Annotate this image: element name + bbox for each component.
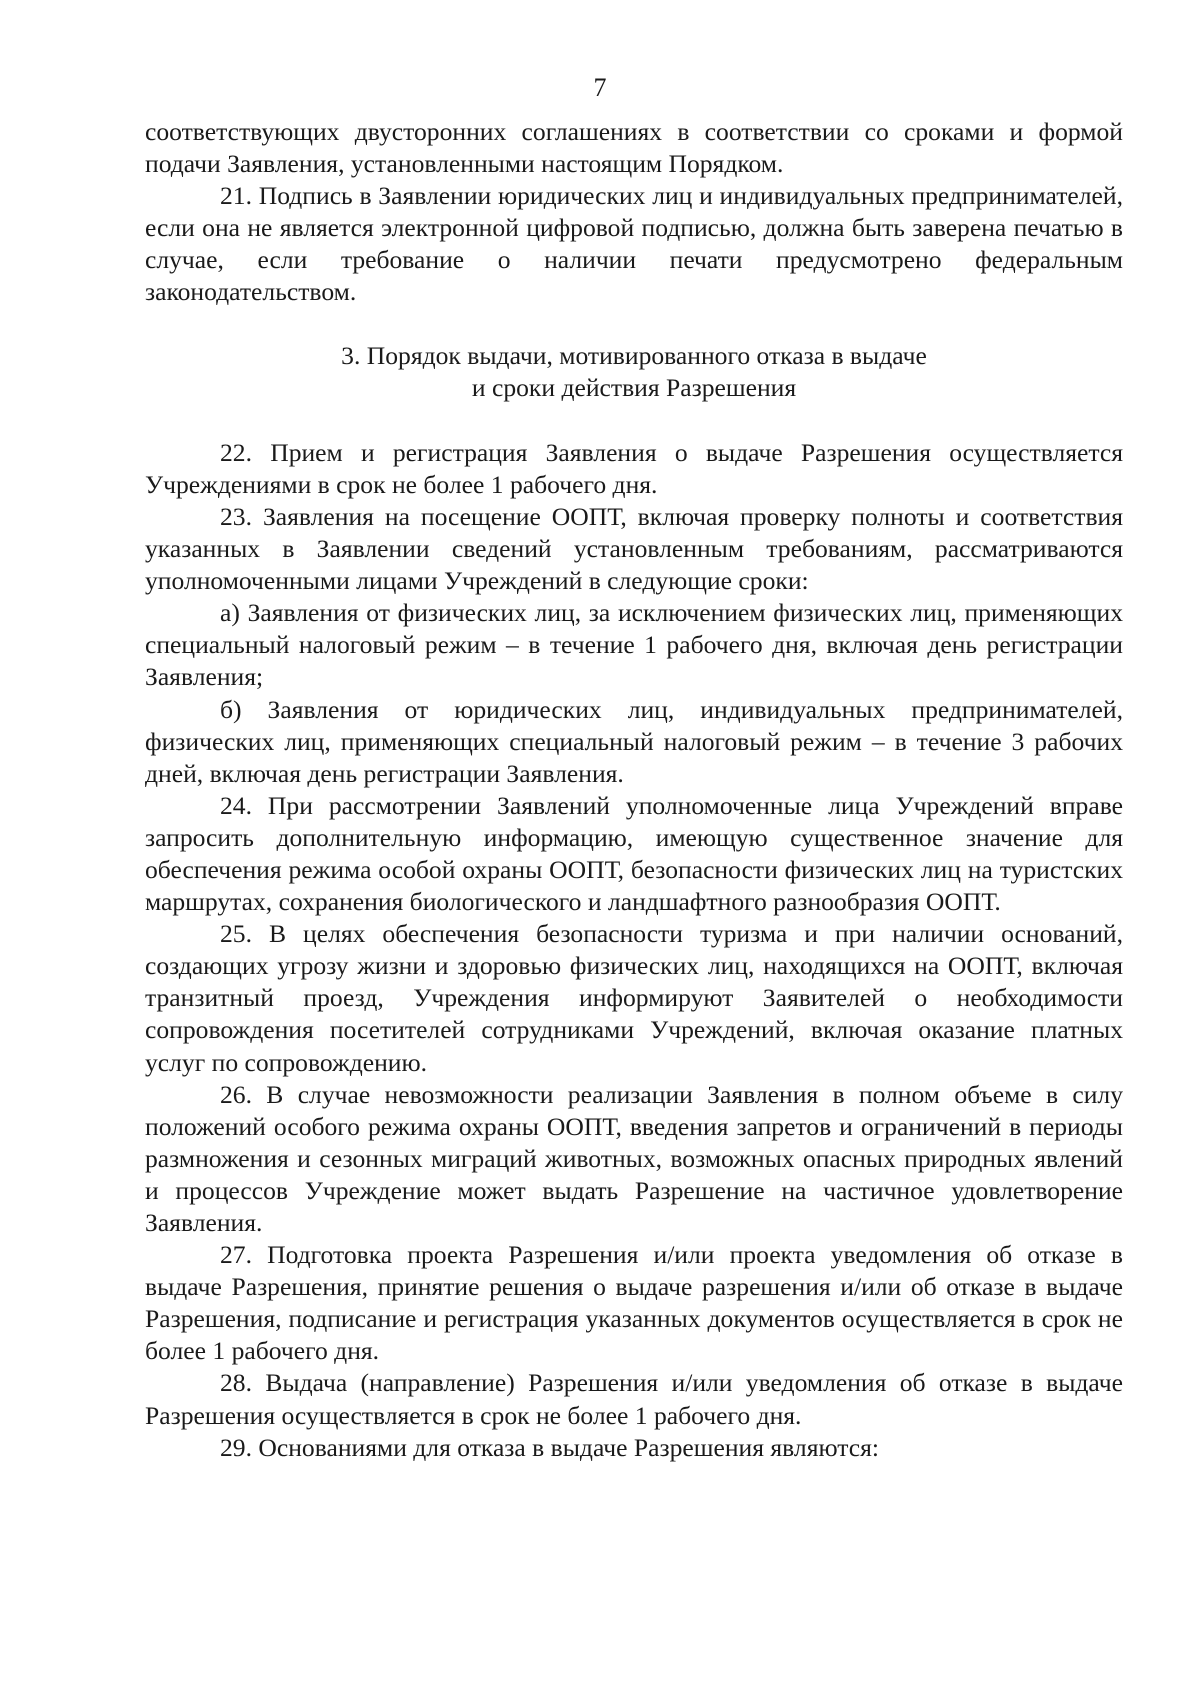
section-heading	[145, 340, 1123, 404]
paragraph-23: 23. Заявления на посещение ООПТ, включая проверку полноты и соответствия указанных в Заявлении сведений установленным требованиям, рассматриваются уполномоченными лицами Учреждений в следующие сроки:	[145, 501, 1123, 596]
paragraph-26: 26. В случае невозможности реализации Заявления в полном объеме в силу положений особого режима охраны ООПТ, введения запретов и ограничений в периоды размножения и сезонных миграций животных, возможных опасных природных явлений и процессов Учреждение может выдать Разрешение на частичное удовлетворение Заявления.	[145, 1079, 1123, 1237]
section-heading-line-2: и сроки действия Разрешения	[471, 372, 797, 402]
document-body	[145, 116, 1123, 1464]
page-number: 7	[593, 73, 607, 102]
paragraph-continuation: соответствующих двусторонних соглашениях в соответствии со сроками и формой подачи Заявления, установленными настоящим Порядком.	[145, 117, 1123, 179]
paragraph-23-b: б) Заявления от юридических лиц, индивидуальных предпринимателей, физических лиц, применяющих специальный налоговый режим – в течение 3 рабочих дней, включая день регистрации Заявления.	[145, 694, 1123, 788]
paragraph-21: 21. Подпись в Заявлении юридических лиц и индивидуальных предпринимателей, если она не является электронной цифровой подписью, должна быть заверена печатью в случае, если требование о наличии печати предусмотрено федеральным законодательством.	[145, 181, 1123, 307]
paragraph-22: 22. Прием и регистрация Заявления о выдаче Разрешения осуществляется Учреждениями в срок не более 1 рабочего дня.	[145, 437, 1123, 499]
paragraph-27: 27. Подготовка проекта Разрешения и/или проекта уведомления об отказе в выдаче Разрешения, принятие решения о выдаче разрешения и/или об отказе в выдаче Разрешения, подписание и регистрация указанных документов осуществляется в срок не более 1 рабочего дня.	[145, 1240, 1123, 1366]
paragraph-24: 24. При рассмотрении Заявлений уполномоченные лица Учреждений вправе запросить дополнительную информацию, имеющую существенное значение для обеспечения режима особой охраны ООПТ, безопасности физических лиц на туристских маршрутах, сохранения биологического и ландшафтного разнообразия ООПТ.	[145, 790, 1123, 917]
paragraph-28: 28. Выдача (направление) Разрешения и/или уведомления об отказе в выдаче Разрешения осуществляется в срок не более 1 рабочего дня.	[145, 1368, 1123, 1430]
paragraph-23-a: а) Заявления от физических лиц, за исключением физических лиц, применяющих специальный налоговый режим – в течение 1 рабочего дня, включая день регистрации Заявления;	[145, 598, 1123, 692]
section-heading-line-1: 3. Порядок выдачи, мотивированного отказа в выдаче	[341, 340, 927, 370]
paragraph-25: 25. В целях обеспечения безопасности туризма и при наличии оснований, создающих угрозу жизни и здоровью физических лиц, находящихся на ООПТ, включая транзитный проезд, Учреждения информируют Заявителей о необходимости сопровождения посетителей сотрудниками Учреждений, включая оказание платных услуг по сопровождению.	[145, 919, 1123, 1077]
paragraph-29: 29. Основаниями для отказа в выдаче Разрешения являются:	[220, 1432, 880, 1462]
